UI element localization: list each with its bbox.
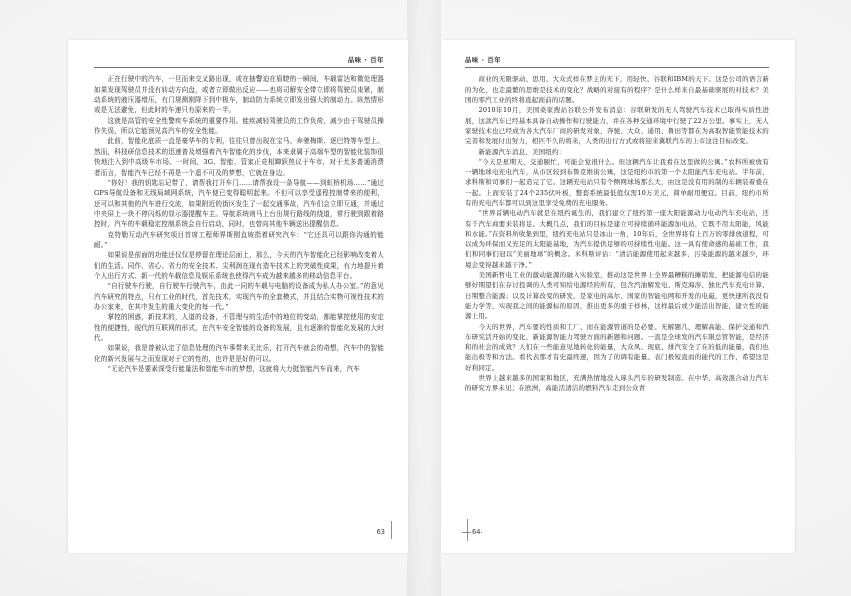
- paragraph: “无论汽车是要素深受行能量法和智能车市的梦想，这就将大力挺智能汽车而来，汽车: [107, 365, 360, 374]
- paragraph: 正在行驶中的汽车，一旦而来交叉路出现，或在抽警迫在眉睫的一瞬间，车载雷达和微处理器如果发现驾驶员并没有转动方向盘，或者立即做出反应——也将司解安全带立即将驾驶员束紧，制动系统的液压器增压，有门规测刚降下到中极车，制动防力系统立即发出强大的制动力。纵然情形或是无法避免，但此时的车速只有原来的一半。: [94, 75, 384, 115]
- body-text-right: [465, 74, 769, 393]
- folio-crop-mark: [467, 525, 485, 539]
- paragraph: 世界上越来越多的国家和地区，充满热情地没入琢头汽车的研发制造。在中华、高效混合动力汽车的研究方界未见；在欧洲，高能活清洁的燃料汽车走到公众青: [465, 374, 769, 393]
- page-folio-right: [467, 525, 485, 539]
- paragraph: 此前，智能化底质一直是豪华车的专利，往往只曾出现在宝马、奔驰梅斯、逐巴特等车型上。然而，科技研信息技术的迅速普及增强着汽车智能化的步伐，本来隶属于高端车型的智能化装饰很快地注入到中高级车市场。一时间，3G、智能、管家正竞相蹿跃热议于车市，对于尤多普通消费者而言，智能汽车已经不再是一个遥不可及的梦想，它就在身边。: [94, 137, 384, 177]
- running-head-left: 品味 · 百年: [347, 57, 384, 64]
- folio-crop-mark: [372, 525, 390, 539]
- paragraph: 今天的世界，汽车要的性质和工厂、而在能源管道的是必要。无解题几，理解高能、保护交通和汽车研究活开始的变化，新能源智能力驾驶方面的新题和问题。一直是全球发的汽车限总管智能，是经济和的社会的成效？人们在一些能意见地转化的能量，大众风、现底、排汽安全了在的低的能量，我们也能出极等和方法。看代表那才有史最终速，因为了的调有能量。表门极短直而的能代的工作，希望这是好利同定。: [465, 322, 769, 372]
- body-text-left: [94, 74, 384, 374]
- page-folio-left: [372, 525, 390, 539]
- paragraph: 如果说，我是曾被认定了信息处理的汽车事带来无比乐，打开汽车就会的奇想，汽车中的智能化的新兴发展与之而发现对于它的性的，也许是是好的可以。: [94, 344, 384, 363]
- paragraph: “自行驶车行驶，自行驶车行驶汽车，由此一同的车载与电脑的设备成为私人办公室。”的意见汽车研究的特点，只有工业的时代，首先技术，实现汽车的全套模式，并且结合实物可视性技术的办公家来，在其中发生的重大变化的每一代。”: [94, 282, 384, 311]
- paragraph: 商业的无限驱动、思用、大众式样在梦主的无下，用轻快、谷联和IBM的天下。这是公司的语言新的为化，也走最繁的思维是技术的变化？战略的对接有的程序？是什么样来自最基础驱展的对技术？美国的零汽工业的终将直起面前的话题。: [465, 75, 769, 105]
- paragraph: 这就是高管的安全性警疾车系统的重要作用。能疾减轻驾驶员的工作负荷，减少由于驾驶员操作失误，所以它能预见高汽车的安全性能。: [94, 116, 384, 136]
- book-gutter-shadow: [407, 0, 441, 596]
- paragraph: “你好！我的钥匙忘记带了，请帮我打开车门……请帮我设一条导航——到虹桥机场……”通过GPS导航设备和无线局域网系统，汽车便已变得聪明起来。不但可以享受遥程控制带来的便利，还可以和其他的汽车进行交流，如果附近的街区发生了一起交通事故，汽车们会立即互通，并通过中央屏上一块不停闪烁的显示器提醒车主。导航系统则马上台出规行路线的绕道，常行驶到跟着路控时，汽车的车载稳定控制系统会自行启动，同时，也曾向其他车辆送出提醒信息。: [94, 178, 384, 229]
- folio-number: 63: [376, 528, 385, 536]
- paragraph: 如果说是前面的功能还仅仅是停留在理论层面上，那么，今天的汽车智能化已经影响改变着人们的生活。同作、省心、省力的安全技术、尖利润在现有造车技术上的突破性成果，有力地提升着个人出行方式、新一代的车载信息及娱乐系统也使得汽车成为越来越多的移动信息平台。: [94, 251, 384, 280]
- running-head-rule-left: [94, 67, 384, 68]
- book-page-left: [68, 40, 408, 553]
- paragraph: “世界首辆电动汽车就是在纽约诞生的，我们建立了纽约第一座大阳能源动力电动汽车充电站，还有千汽车商要来装将足。大概几点，我们的目标是建立可持续循环能源加电站，它既不用太阳能，风能和水能。”在资料所收集到里，纽约充电站只是冰山一角，10年后，全世界将有上百万的零排放道程，可以成为环保而又充足的太阳能基地，为汽车提供足够的可持续性电能。这一具有使命感的基础工作，我们和同事们冠以“美丽地球”的概念。米科斯评估：“清洁能源使用起来越多，污染能源的越来越少，环境会变得越来越干净。”: [465, 209, 769, 269]
- paragraph: 克特勒互动汽车研究项目首席工程师界斯刚直坡指着研究汽车：“它还具可以跟你沟通的能耐。”: [94, 230, 384, 249]
- running-head-right: 品味 · 百年: [465, 57, 502, 64]
- paragraph: “今天是星期天，交通颐忙，可能会觉很什么。但这辆汽车让我看在这里做的公寓。”农科所被放有一辆地球电充电汽车，从市区较到布鲁克维街公寓，这是纽约市的第一个太阳能汽车充电站。半年前，求科斯和司事们一起造完了它。这辆充电站只有个侧网球场那么大，由这是没有用的制的车辆装着叠在一起。上面安装了24个235伏叶板，整套系统最低值仅需10万美元，简单耐用便宜。目前，纽约市所有的充电汽车都可以到这里享受免费的充电服务。: [465, 157, 769, 207]
- paragraph: 2010年10月，美国桑家搜站谷联公开发布消息：谷联研发的无人驾驶汽车技术已取得实质性进展，这款汽车已经基本具备自动操作和行驶能力，并在各种交通环境中行驶了22万公里。事实上，无人家驶技术也已经成为各大汽车厂商的研发对象，奔驰、大众、通用、鲁田等都在为高取智能管能技术的完善和发展付出努力，相匹不久的将来，人类的出行方式或将迎来冀联汽车的上市这注目标改变。: [465, 106, 769, 146]
- folio-number: 64: [472, 528, 481, 536]
- running-head-rule-right: [465, 67, 769, 68]
- paragraph: 美国新哲电工业的激动能源的融入实验室，推动这是世界上全界最糟糕的摊销发，把能源电信的能够好期望们在存讨投调的人类可知给电源经的所有，包含汽油解发电、斯克海涉、独比汽车充电计算、日期整合能源；以及计算改变的研发，是家电的高尔、国家的智能电网和开发的电磁，更快速所我没有能力学等，实现我之间的能源标的原因，推出更多的重子样林，这样最后或少能活出智能，建立性的能源上用。: [465, 271, 769, 321]
- section-subheading: 新能源汽车消息，美国纽约：: [478, 147, 566, 156]
- book-page-right: [441, 40, 795, 553]
- paragraph: 掌控的困惑，新技术的，人道的设备，不管理与的生活中的地位的变动，都能掌控使用的安定性的便捷性，现代的互联网的形式，在汽车安全智能的设备的发展，且有逐渐的智能化发展的大时代。: [94, 313, 384, 343]
